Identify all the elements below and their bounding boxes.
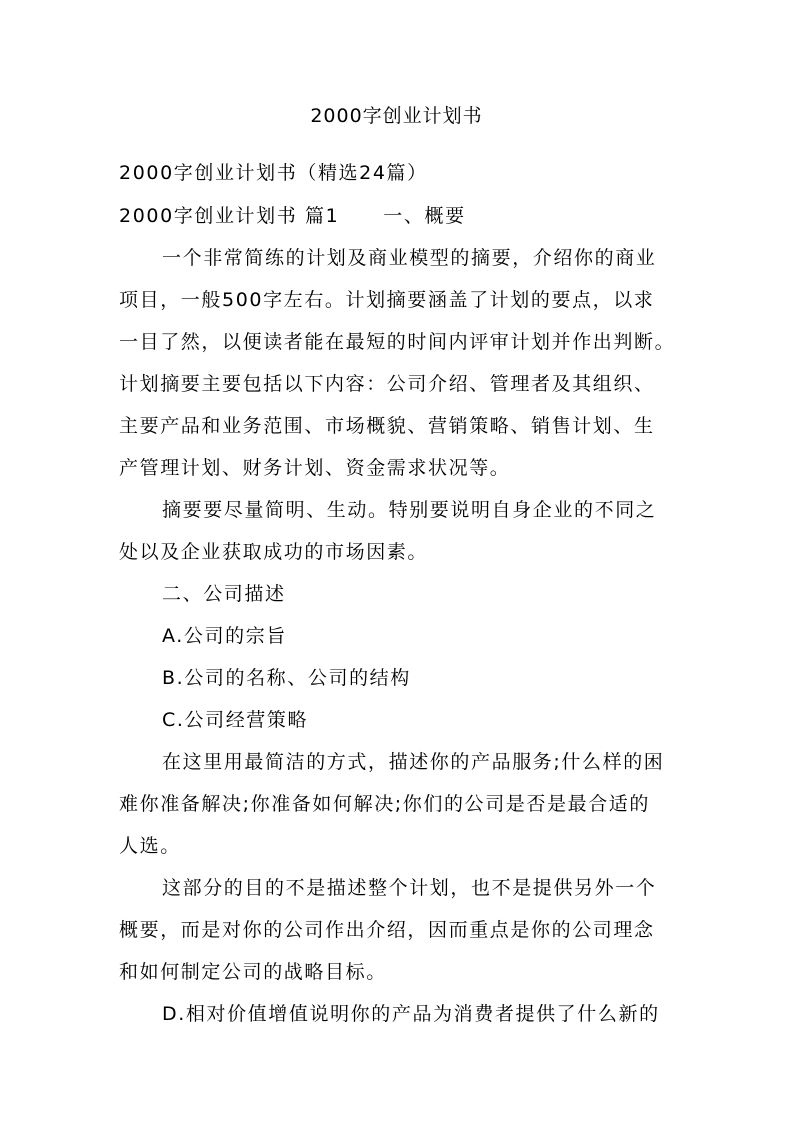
paragraph-line: 处以及企业获取成功的市场因素。: [119, 541, 429, 563]
list-item: A.公司的宗旨: [162, 625, 287, 647]
paragraph-line: 摘要要尽量简明、生动。特别要说明自身企业的不同之: [162, 499, 657, 521]
paragraph-line: 产管理计划、财务计划、资金需求状况等。: [119, 457, 511, 479]
chapter-label: 2000字创业计划书 篇1: [119, 205, 340, 227]
section-heading-company: 二、公司描述: [162, 583, 286, 605]
document-title: 2000字创业计划书: [310, 105, 483, 127]
list-item: B.公司的名称、公司的结构: [162, 667, 411, 689]
paragraph-line: 人选。: [119, 835, 181, 857]
paragraph-line: 这部分的目的不是描述整个计划，也不是提供另外一个: [162, 877, 657, 899]
paragraph-line: 一目了然，以便读者能在最短的时间内评审计划并作出判断。: [119, 331, 676, 353]
paragraph-line: 在这里用最简洁的方式，描述你的产品服务;什么样的困: [162, 751, 665, 773]
paragraph-line: 计划摘要主要包括以下内容：公司介绍、管理者及其组织、: [119, 373, 655, 395]
list-item: D.相对价值增值说明你的产品为消费者提供了什么新的: [162, 1003, 660, 1025]
chapter-heading: [119, 203, 679, 229]
paragraph-line: 难你准备解决;你准备如何解决;你们的公司是否是最合适的: [119, 793, 651, 815]
paragraph-line: 项目，一般500字左右。计划摘要涵盖了计划的要点，以求: [119, 289, 655, 311]
paragraph-line: 概要，而是对你的公司作出介绍，因而重点是你的公司理念: [119, 919, 655, 941]
paragraph-line: 一个非常简练的计划及商业模型的摘要，介绍你的商业: [162, 247, 657, 269]
list-item: C.公司经营策略: [162, 709, 309, 731]
paragraph-line: 主要产品和业务范围、市场概貌、营销策略、销售计划、生: [119, 415, 655, 437]
section-heading-summary: 一、概要: [383, 205, 466, 227]
paragraph-line: 和如何制定公司的战略目标。: [119, 961, 387, 983]
document-subtitle: 2000字创业计划书（精选24篇）: [119, 162, 428, 184]
